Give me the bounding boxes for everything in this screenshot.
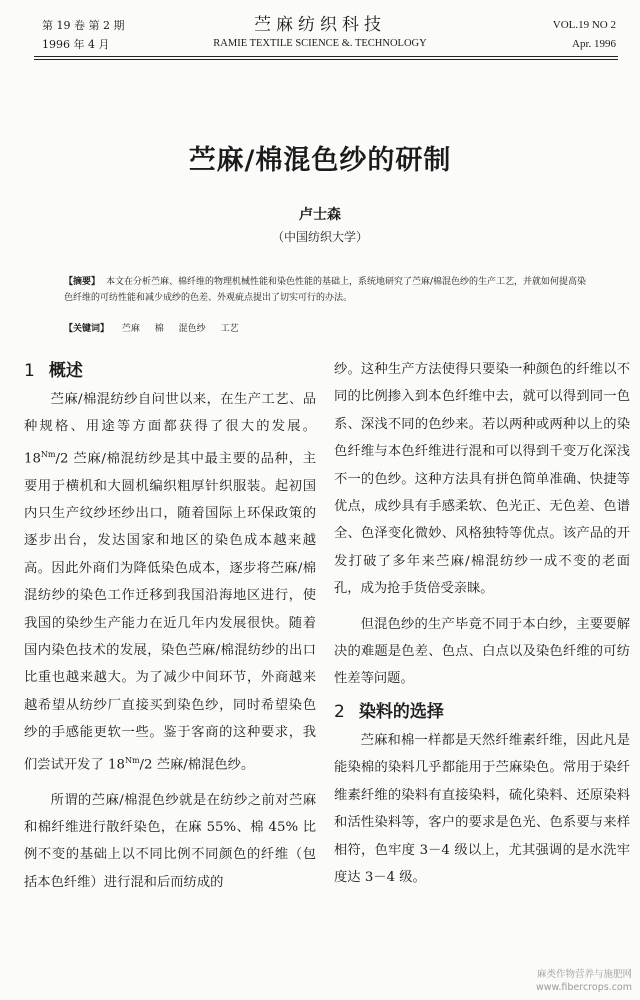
paragraph: 纱。这种生产方法使得只要染一种颜色的纤维以不同的比例掺入到本色纤维中去，就可以得到同一色系、深浅不同的色纱来。若以两种或两种以上的染色纤维与本色纤维进行混和可以得到千变万化深浅不一的色纱。这种方法具有拼色简单准确、快捷等优点，成纱具有手感柔软、色光正、无色差、色谱全、色泽变化微妙、风格独特等优点。该产品的开发打破了多年来苎麻/棉混纺纱一成不变的老面孔，成为抢手货倍受亲睐。 [334,362,630,597]
section-1-heading [24,356,316,386]
journal-name-cn: 苎麻纺织科技 [254,15,386,35]
unit-superscript: Nm [40,449,56,459]
abstract [64,274,594,306]
section-title: 染料的选择 [358,701,444,722]
header-issue-cn [42,16,124,54]
watermark: 麻类作物营养与施肥网 www.fibercrops.com [535,969,632,993]
date-en: Apr. 1996 [572,38,616,50]
volume-en: VOL.19 NO 2 [552,19,616,31]
author-affiliation: （中国纺织大学） [271,230,368,244]
keyword: 工艺 [220,324,239,334]
journal-name-en: RAMIE TEXTILE SCIENCE &. TECHNOLOGY [213,38,427,49]
paragraph: 但混色纱的生产毕竟不同于本白纱，主要要解决的难题是色差、色点、白点以及染色纤维的可纺性差等问题。 [334,616,630,687]
volume-cn: 第 19 卷 第 2 期 [42,19,125,32]
article-title: 苎麻/棉混色纱的研制 [188,145,452,176]
section-title: 概述 [48,361,83,381]
section-2-heading [334,697,630,727]
keywords [64,321,594,334]
abstract-label: 【摘要】 [64,277,101,287]
section-number: 2 [334,701,345,722]
keyword: 混色纱 [178,324,206,334]
unit-superscript: Nm [124,755,140,765]
author-name: 卢士森 [299,207,341,223]
paragraph: 所谓的苎麻/棉混色纱就是在纺纱之前对苎麻和棉纤维进行散纤染色，在麻 55%、棉 45% 比例不变的基础上以不同比例不同颜色的纤维（包括本色纤维）进行混和后而纺成的 [24,792,316,890]
date-cn: 1996 年 4 月 [42,38,110,51]
keywords-label: 【关键词】 [64,324,110,334]
keyword: 棉 [154,324,164,334]
right-column [334,356,630,891]
paragraph: 苎麻和棉一样都是天然纤维素纤维，因此凡是能染棉的染料几乎都能用于苎麻染色。常用于染纤维素纤维的染料有直接染料，硫化染料、还原染料和活性染料等，客户的要求是色光、色系要与来样相符，色牢度 3－4 级以上，尤其强调的是水洗牢度达 3－4 级。 [334,732,630,885]
paragraph: 苎麻/棉混纺纱自问世以来，在生产工艺、品种规格、用途等方面都获得了很大的发展。$18^{Nm}/2$ 苎麻/棉混纺纱是其中最主要的品种，主要用于横机和大圆机编织粗厚针织服装。起初国内只生产纹纱坯纱出口，随着国际上环保政策的逐步出台，发达国家和地区的染色成本越来越高。因此外商们为降低染色成本，逐步将苎麻/棉混纺纱的染色工作迁移到我国沿海地区进行，使我国的染纱生产能力在近几年内发展很快。随着国内染色技术的发展，染色苎麻/棉混纺纱的出口比重也越来越大。为了减少中间环节，外商越来越希望从纺纱厂直接买到染色纱，同时希望染色纱的手感能更软一些。鉴于客商的这种要求，我们尝试开发了 $18^{Nm}/2$ 苎麻/棉混色纱。 [24,392,316,773]
header-issue-en [553,16,616,54]
section-number: 1 [24,361,35,381]
abstract-text: 本文在分析苎麻、棉纤维的物理机械性能和染色性能的基础上，系统地研究了苎麻/棉混色纱的生产工艺，并就如何提高染色纤维的可纺性能和减少成纱的色差、外观疵点提出了切实可行的办法。 [64,277,587,303]
header-rule-top [34,56,618,57]
journal-masthead [170,14,470,52]
keyword: 苎麻 [121,324,140,334]
header-rule-bottom [34,59,618,60]
left-column [24,356,316,896]
